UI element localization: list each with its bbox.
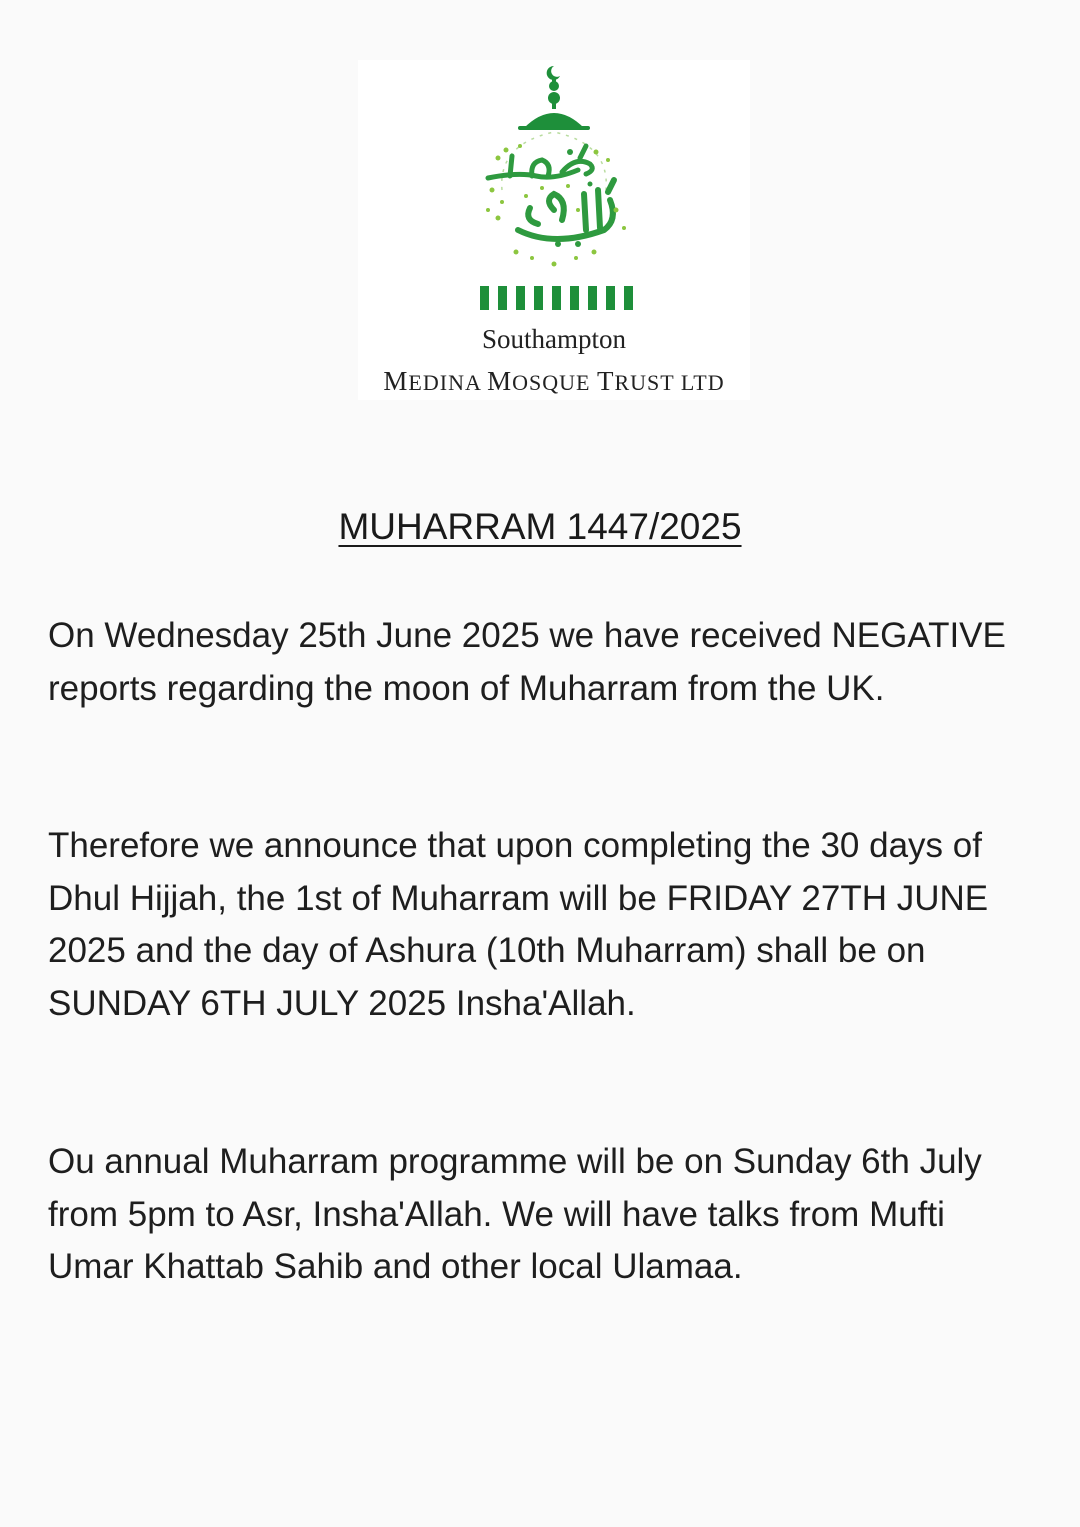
mosque-logo xyxy=(358,60,750,400)
logo-org-part: EDINA xyxy=(408,370,488,395)
announcement-paragraph-programme: Ou annual Muharram programme will be on Sunday 6th July from 5pm to Asr, Insha'Allah. We will have talks from Mufti Umar Khattab Sahib and other local Ulamaa. xyxy=(48,1142,982,1286)
mosque-dome-logo-icon xyxy=(458,60,650,320)
logo-org-part: T xyxy=(597,366,615,396)
logo-org-part: RUST LTD xyxy=(614,370,725,395)
announcement-paragraph-moon-report: On Wednesday 25th June 2025 we have received NEGATIVE reports regarding the moon of Muharram from the UK. xyxy=(48,616,1006,708)
logo-organisation-text xyxy=(358,366,750,397)
logo-org-part: OSQUE xyxy=(512,370,597,395)
logo-city-text: Southampton xyxy=(481,324,626,354)
announcement-paragraph-dates: Therefore we announce that upon completing the 30 days of Dhul Hijjah, the 1st of Muharram will be FRIDAY 27TH JUNE 2025 and the day of Ashura (10th Muharram) shall be on SUNDAY 6TH JULY 2025 Insha'Allah. xyxy=(48,826,989,1023)
logo-org-part: M xyxy=(487,366,513,396)
announcement-title: MUHARRAM 1447/2025 xyxy=(338,506,742,547)
logo-org-part: M xyxy=(383,366,409,396)
